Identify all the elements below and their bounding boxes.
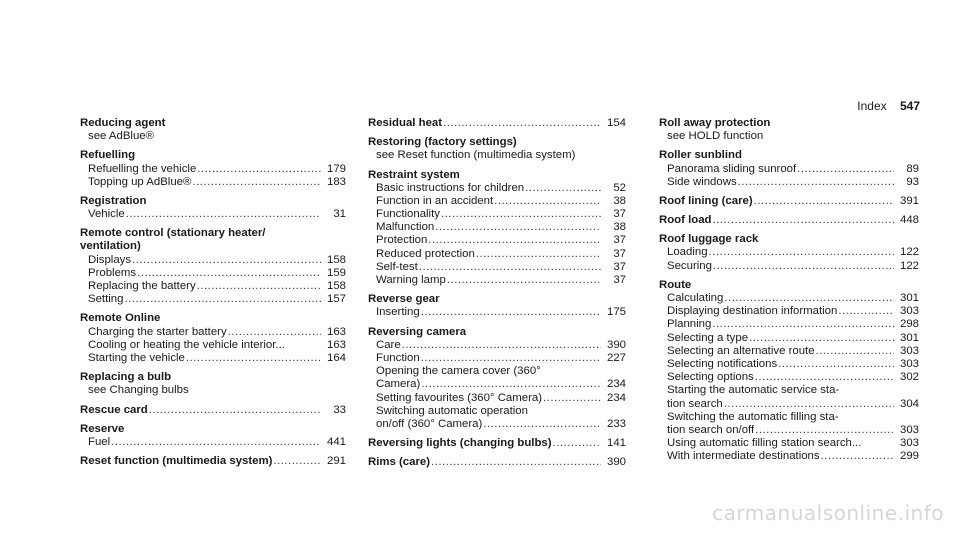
page-ref[interactable]: 37 bbox=[613, 260, 626, 273]
dot-leader bbox=[838, 305, 894, 318]
dot-leader bbox=[553, 437, 601, 450]
page-ref[interactable]: 303 bbox=[899, 357, 919, 370]
index-term bbox=[80, 241, 346, 254]
index-entry bbox=[659, 117, 919, 143]
dot-leader bbox=[421, 378, 601, 391]
page-ref[interactable]: 141 bbox=[606, 437, 626, 450]
page-ref[interactable]: 179 bbox=[326, 162, 346, 175]
index-subentry bbox=[368, 248, 626, 261]
index-entry bbox=[80, 117, 346, 143]
index-term bbox=[80, 195, 346, 208]
index-subentry bbox=[368, 182, 626, 195]
index-subentry bbox=[80, 130, 346, 143]
index-entry bbox=[80, 423, 346, 449]
index-subentry bbox=[659, 424, 919, 437]
subentry-text: see Reset function (multimedia system) bbox=[376, 149, 576, 162]
page-ref[interactable]: 37 bbox=[613, 208, 626, 221]
term-text: Registration bbox=[80, 194, 147, 207]
dot-leader bbox=[126, 208, 321, 221]
term-text: Residual heat bbox=[368, 116, 443, 129]
index-entry bbox=[368, 456, 626, 469]
index-term bbox=[80, 117, 346, 130]
subentry-text: Panorama sliding sunroof bbox=[667, 162, 797, 175]
index-column-3 bbox=[659, 117, 919, 464]
index-subentry bbox=[659, 371, 919, 384]
dot-leader bbox=[447, 274, 601, 287]
term-text: Reversing camera bbox=[368, 325, 467, 338]
index-subentry bbox=[659, 411, 919, 424]
subentry-text: Topping up AdBlue® bbox=[88, 175, 192, 188]
page-ref[interactable]: 89 bbox=[906, 162, 919, 175]
page-ref[interactable]: 154 bbox=[606, 116, 626, 129]
dot-leader bbox=[712, 318, 894, 331]
index-entry bbox=[659, 149, 919, 189]
page-ref[interactable]: 391 bbox=[899, 194, 919, 207]
subentry-text: see AdBlue® bbox=[88, 130, 155, 143]
subentry-text: Using automatic filling station search... bbox=[667, 437, 862, 450]
dot-leader bbox=[428, 234, 601, 247]
subentry-text: Planning bbox=[667, 318, 712, 331]
page-ref[interactable]: 122 bbox=[899, 259, 919, 272]
page-ref[interactable]: 304 bbox=[899, 397, 919, 410]
index-term bbox=[659, 279, 919, 292]
term-text: Reserve bbox=[80, 422, 125, 435]
page-ref[interactable]: 163 bbox=[326, 325, 346, 338]
subentry-text: Starting the vehicle bbox=[88, 351, 185, 364]
index-term bbox=[80, 371, 346, 384]
index-subentry bbox=[659, 332, 919, 345]
index-term bbox=[368, 293, 626, 306]
page-ref[interactable]: 37 bbox=[613, 274, 626, 287]
dot-leader bbox=[525, 182, 601, 195]
index-subentry bbox=[659, 176, 919, 189]
page-ref[interactable]: 31 bbox=[333, 208, 346, 221]
page-ref[interactable]: 301 bbox=[899, 331, 919, 344]
index-subentry bbox=[368, 365, 626, 378]
index-subentry bbox=[659, 345, 919, 358]
dot-leader bbox=[419, 261, 601, 274]
index-term bbox=[368, 326, 626, 339]
dot-leader bbox=[476, 248, 601, 261]
index-entry bbox=[368, 293, 626, 319]
dot-leader bbox=[724, 292, 894, 305]
dot-leader bbox=[431, 456, 601, 469]
subentry-text: Self-test bbox=[376, 260, 418, 273]
watermark: carmanualsonline.info bbox=[712, 501, 944, 525]
index-subentry bbox=[80, 339, 346, 352]
dot-leader bbox=[754, 195, 894, 208]
index-subentry bbox=[659, 358, 919, 371]
subentry-text: Fuel bbox=[88, 435, 111, 448]
subentry-text: Problems bbox=[88, 266, 137, 279]
page-ref[interactable]: 38 bbox=[613, 194, 626, 207]
index-term bbox=[659, 214, 919, 227]
subentry-text: Charging the starter battery bbox=[88, 325, 227, 338]
dot-leader bbox=[111, 436, 321, 449]
dot-leader bbox=[443, 117, 601, 130]
index-entry bbox=[368, 437, 626, 450]
term-text: Roll away protection bbox=[659, 116, 771, 129]
index-term bbox=[368, 456, 626, 469]
term-text: Restoring (factory settings) bbox=[368, 136, 517, 149]
dot-leader bbox=[228, 326, 321, 339]
index-entry bbox=[659, 233, 919, 273]
index-subentry bbox=[659, 163, 919, 176]
page-ref[interactable]: 441 bbox=[326, 435, 346, 448]
page-ref[interactable]: 158 bbox=[326, 253, 346, 266]
index-entry bbox=[368, 136, 626, 162]
subentry-text: Switching automatic operation bbox=[376, 404, 528, 417]
index-subentry bbox=[80, 208, 346, 221]
index-entry bbox=[80, 455, 346, 468]
page-ref[interactable]: 234 bbox=[606, 391, 626, 404]
dot-leader bbox=[755, 424, 894, 437]
index-entry bbox=[80, 312, 346, 365]
page-ref[interactable]: 38 bbox=[613, 221, 626, 234]
index-subentry bbox=[368, 235, 626, 248]
term-text: Remote Online bbox=[80, 312, 161, 325]
page-ref[interactable]: 33 bbox=[333, 403, 346, 416]
term-text: Roof lining (care) bbox=[659, 194, 753, 207]
dot-leader bbox=[197, 280, 321, 293]
page-ref[interactable]: 93 bbox=[906, 175, 919, 188]
dot-leader bbox=[137, 267, 321, 280]
subentry-text: Replacing the battery bbox=[88, 280, 196, 293]
dot-leader bbox=[778, 358, 894, 371]
term-text: Replacing a bulb bbox=[80, 371, 172, 384]
index-term bbox=[659, 117, 919, 130]
subentry-text: Selecting an alternative route bbox=[667, 344, 815, 357]
subentry-text: Malfunction bbox=[376, 221, 435, 234]
subentry-text: Switching the automatic filling sta- bbox=[667, 410, 839, 423]
index-subentry bbox=[368, 339, 626, 352]
term-text: Rims (care) bbox=[368, 456, 431, 469]
index-entry bbox=[80, 227, 346, 306]
page-ref[interactable]: 291 bbox=[326, 455, 346, 468]
page-ref[interactable]: 298 bbox=[899, 318, 919, 331]
dot-leader bbox=[724, 398, 894, 411]
index-column-1 bbox=[80, 117, 346, 468]
index-subentry bbox=[368, 274, 626, 287]
index-term bbox=[80, 404, 346, 417]
subentry-text: Function in an accident bbox=[376, 194, 494, 207]
index-subentry bbox=[368, 261, 626, 274]
index-term bbox=[80, 227, 346, 240]
subentry-text: Calculating bbox=[667, 292, 724, 305]
page-ref[interactable]: 183 bbox=[326, 175, 346, 188]
index-term bbox=[659, 195, 919, 208]
index-entry bbox=[659, 214, 919, 227]
index-entry bbox=[368, 117, 626, 130]
index-entry bbox=[80, 149, 346, 189]
dot-leader bbox=[543, 392, 601, 405]
index-subentry bbox=[80, 293, 346, 306]
index-column-2 bbox=[368, 117, 626, 470]
page-ref[interactable]: 37 bbox=[613, 247, 626, 260]
index-entry bbox=[80, 404, 346, 417]
index-subentry bbox=[659, 437, 919, 450]
index-subentry bbox=[659, 318, 919, 331]
index-subentry bbox=[368, 149, 626, 162]
subentry-text: tion search on/off bbox=[667, 423, 755, 436]
index-subentry bbox=[80, 326, 346, 339]
dot-leader bbox=[797, 163, 894, 176]
index-term bbox=[659, 149, 919, 162]
dot-leader bbox=[483, 418, 601, 431]
index-term bbox=[80, 312, 346, 325]
dot-leader bbox=[421, 306, 601, 319]
subentry-text: Care bbox=[376, 338, 401, 351]
dot-leader bbox=[755, 371, 894, 384]
term-text: Reset function (multimedia system) bbox=[80, 455, 273, 468]
term-text: Reversing lights (changing bulbs) bbox=[368, 437, 552, 450]
dot-leader bbox=[402, 339, 601, 352]
dot-leader bbox=[186, 352, 321, 365]
dot-leader bbox=[132, 254, 321, 267]
term-text: Roof load bbox=[659, 214, 712, 227]
subentry-text: Selecting notifications bbox=[667, 357, 778, 370]
page-ref[interactable]: 301 bbox=[899, 292, 919, 305]
term-text: ventilation) bbox=[80, 240, 141, 253]
page-ref[interactable]: 163 bbox=[326, 338, 346, 351]
dot-leader bbox=[816, 345, 894, 358]
dot-leader bbox=[197, 163, 321, 176]
index-subentry bbox=[80, 384, 346, 397]
dot-leader bbox=[441, 208, 601, 221]
index-entry bbox=[659, 279, 919, 464]
index-subentry bbox=[80, 280, 346, 293]
page-ref[interactable]: 390 bbox=[606, 456, 626, 469]
page-ref[interactable]: 164 bbox=[326, 351, 346, 364]
subentry-text: Selecting a type bbox=[667, 331, 749, 344]
index-subentry bbox=[80, 436, 346, 449]
page-ref[interactable]: 158 bbox=[326, 280, 346, 293]
subentry-text: tion search bbox=[667, 397, 723, 410]
page-ref[interactable]: 302 bbox=[899, 371, 919, 384]
term-text: Roof luggage rack bbox=[659, 233, 759, 246]
index-subentry bbox=[80, 267, 346, 280]
index-subentry bbox=[368, 221, 626, 234]
index-term bbox=[368, 117, 626, 130]
index-subentry bbox=[80, 163, 346, 176]
page-ref[interactable]: 303 bbox=[899, 344, 919, 357]
page-ref[interactable]: 448 bbox=[899, 214, 919, 227]
index-subentry bbox=[659, 384, 919, 397]
term-text: Route bbox=[659, 278, 692, 291]
index-subentry bbox=[368, 405, 626, 418]
page-ref[interactable]: 303 bbox=[899, 305, 919, 318]
dot-leader bbox=[124, 293, 321, 306]
subentry-text: Setting favourites (360° Camera) bbox=[376, 391, 542, 404]
index-subentry bbox=[368, 418, 626, 431]
index-subentry bbox=[659, 450, 919, 463]
index-term bbox=[80, 423, 346, 436]
index-entry bbox=[368, 169, 626, 288]
dot-leader bbox=[149, 404, 321, 417]
page-number: 547 bbox=[899, 99, 920, 113]
subentry-text: Refuelling the vehicle bbox=[88, 162, 197, 175]
page-header bbox=[857, 99, 920, 113]
index-subentry bbox=[368, 392, 626, 405]
subentry-text: Functionality bbox=[376, 208, 440, 221]
index-entry bbox=[368, 326, 626, 432]
index-subentry bbox=[659, 398, 919, 411]
subentry-text: Warning lamp bbox=[376, 274, 446, 287]
subentry-text: Vehicle bbox=[88, 208, 125, 221]
index-term bbox=[80, 149, 346, 162]
page-ref[interactable]: 303 bbox=[899, 437, 919, 450]
index-entry bbox=[80, 195, 346, 221]
dot-leader bbox=[494, 195, 601, 208]
page-ref[interactable]: 234 bbox=[606, 378, 626, 391]
subentry-text: Cooling or heating the vehicle interior... bbox=[88, 338, 285, 351]
dot-leader bbox=[749, 332, 894, 345]
index-term bbox=[368, 169, 626, 182]
subentry-text: Camera) bbox=[376, 378, 421, 391]
index-subentry bbox=[80, 176, 346, 189]
page-ref[interactable]: 122 bbox=[899, 246, 919, 259]
page-ref[interactable]: 390 bbox=[606, 338, 626, 351]
subentry-text: see Changing bulbs bbox=[88, 384, 189, 397]
index-term bbox=[368, 136, 626, 149]
term-text: Restraint system bbox=[368, 168, 460, 181]
page-ref[interactable]: 175 bbox=[606, 306, 626, 319]
subentry-text: on/off (360° Camera) bbox=[376, 417, 483, 430]
index-term bbox=[368, 437, 626, 450]
subentry-text: Side windows bbox=[667, 175, 737, 188]
dot-leader bbox=[421, 352, 601, 365]
index-subentry bbox=[368, 352, 626, 365]
subentry-text: Selecting options bbox=[667, 371, 754, 384]
index-subentry bbox=[368, 378, 626, 391]
page-ref[interactable]: 233 bbox=[606, 417, 626, 430]
dot-leader bbox=[709, 246, 894, 259]
dot-leader bbox=[713, 214, 894, 227]
page-ref[interactable]: 303 bbox=[899, 423, 919, 436]
index-subentry bbox=[659, 247, 919, 260]
index-subentry bbox=[368, 208, 626, 221]
index-term bbox=[659, 233, 919, 246]
page-ref[interactable]: 159 bbox=[326, 266, 346, 279]
index-subentry bbox=[659, 292, 919, 305]
subentry-text: Loading bbox=[667, 246, 708, 259]
page-ref[interactable]: 52 bbox=[613, 181, 626, 194]
page-ref[interactable]: 299 bbox=[899, 450, 919, 463]
term-text: Refuelling bbox=[80, 149, 136, 162]
term-text: Remote control (stationary heater/ bbox=[80, 227, 266, 240]
term-text: Reducing agent bbox=[80, 116, 166, 129]
dot-leader bbox=[435, 221, 601, 234]
subentry-text: Opening the camera cover (360° bbox=[376, 365, 541, 378]
term-text: Roller sunblind bbox=[659, 149, 742, 162]
index-term bbox=[80, 455, 346, 468]
page-ref[interactable]: 157 bbox=[326, 293, 346, 306]
dot-leader bbox=[821, 450, 894, 463]
subentry-text: Starting the automatic service sta- bbox=[667, 384, 840, 397]
subentry-text: see HOLD function bbox=[667, 130, 764, 143]
page-ref[interactable]: 37 bbox=[613, 234, 626, 247]
subentry-text: Securing bbox=[667, 259, 712, 272]
subentry-text: Reduced protection bbox=[376, 247, 475, 260]
subentry-text: Displaying destination information bbox=[667, 305, 838, 318]
index-subentry bbox=[659, 305, 919, 318]
subentry-text: Inserting bbox=[376, 306, 420, 319]
dot-leader bbox=[713, 260, 894, 273]
dot-leader bbox=[738, 176, 894, 189]
subentry-text: Function bbox=[376, 351, 420, 364]
subentry-text: Setting bbox=[88, 293, 124, 306]
index-subentry bbox=[368, 306, 626, 319]
page-ref[interactable]: 227 bbox=[606, 351, 626, 364]
index-entry bbox=[80, 371, 346, 397]
index-subentry bbox=[80, 352, 346, 365]
dot-leader bbox=[273, 455, 321, 468]
subentry-text: With intermediate destinations bbox=[667, 450, 820, 463]
index-subentry bbox=[80, 254, 346, 267]
dot-leader bbox=[192, 176, 321, 189]
subentry-text: Protection bbox=[376, 234, 428, 247]
term-text: Reverse gear bbox=[368, 293, 440, 306]
index-subentry bbox=[659, 130, 919, 143]
term-text: Rescue card bbox=[80, 403, 148, 416]
subentry-text: Basic instructions for children bbox=[376, 181, 525, 194]
index-subentry bbox=[368, 195, 626, 208]
index-entry bbox=[659, 195, 919, 208]
subentry-text: Displays bbox=[88, 253, 132, 266]
index-subentry bbox=[659, 260, 919, 273]
section-label: Index bbox=[857, 99, 887, 113]
